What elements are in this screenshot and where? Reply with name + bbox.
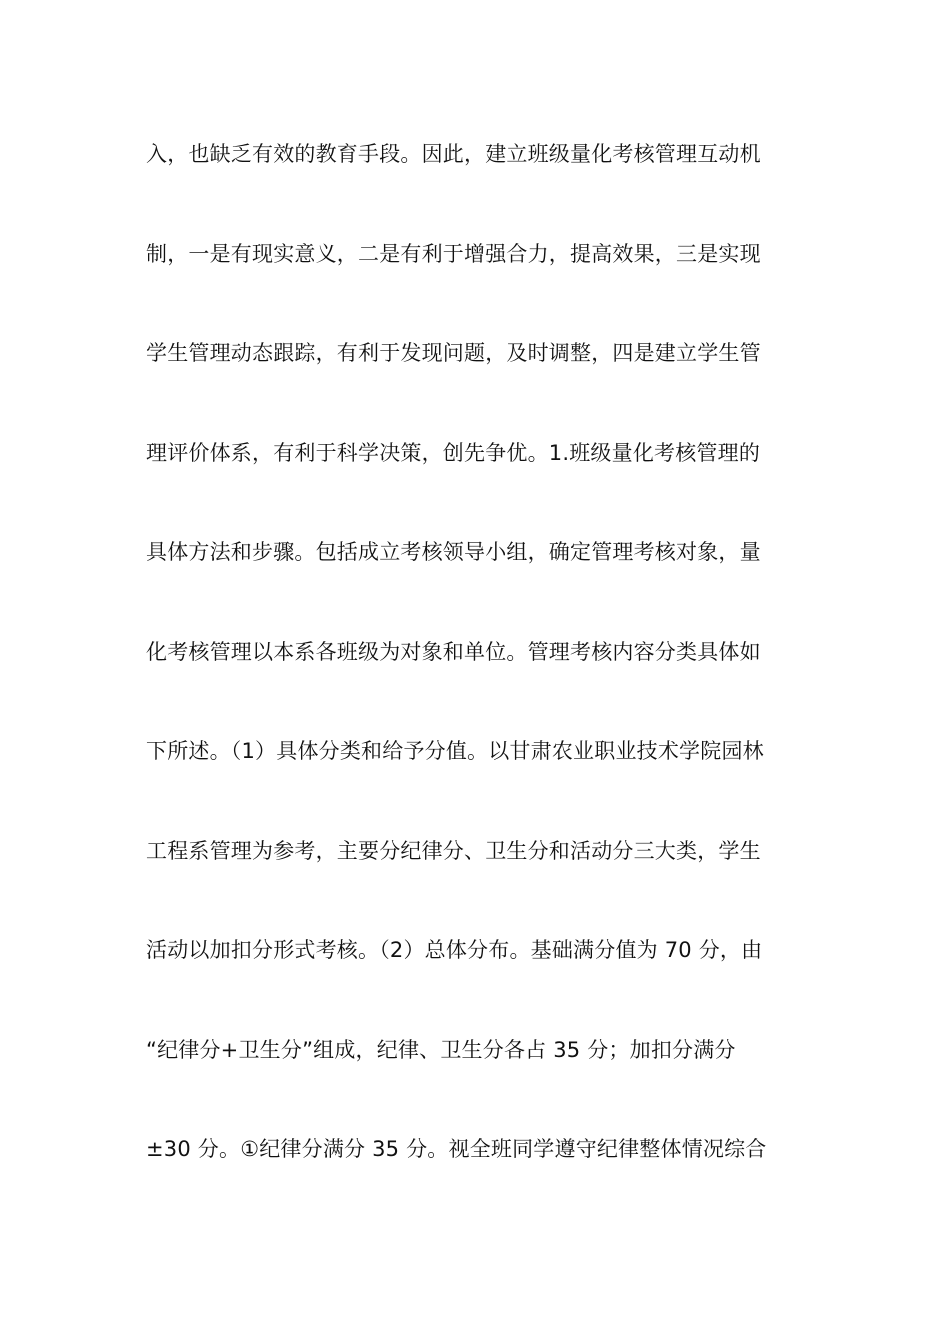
text-line: ±30 分。①纪律分满分 35 分。视全班同学遵守纪律整体情况综合 [146,1137,767,1161]
text-line: 活动以加扣分形式考核。（2）总体分布。基础满分值为 70 分，由 [146,938,763,962]
text-line: 工程系管理为参考，主要分纪律分、卫生分和活动分三大类，学生 [146,838,761,863]
text-line: 化考核管理以本系各班级为对象和单位。管理考核内容分类具体如 [146,639,761,664]
text-line: 制，一是有现实意义，二是有利于增强合力，提高效果，三是实现 [146,241,761,266]
text-line: “纪律分+卫生分”组成，纪律、卫生分各占 35 分；加扣分满分 [146,1037,736,1062]
text-line: 理评价体系，有利于科学决策，创先争优。1.班级量化考核管理的 [146,440,761,465]
text-line: 具体方法和步骤。包括成立考核领导小组，确定管理考核对象，量 [146,540,761,564]
text-line: 下所述。（1）具体分类和给予分值。以甘肃农业职业技术学院园林 [146,739,764,763]
body-paragraph [146,131,806,1226]
text-line: 学生管理动态跟踪，有利于发现问题，及时调整，四是建立学生管 [146,341,761,365]
text-line: 入，也缺乏有效的教育手段。因此，建立班级量化考核管理互动机 [146,142,761,166]
